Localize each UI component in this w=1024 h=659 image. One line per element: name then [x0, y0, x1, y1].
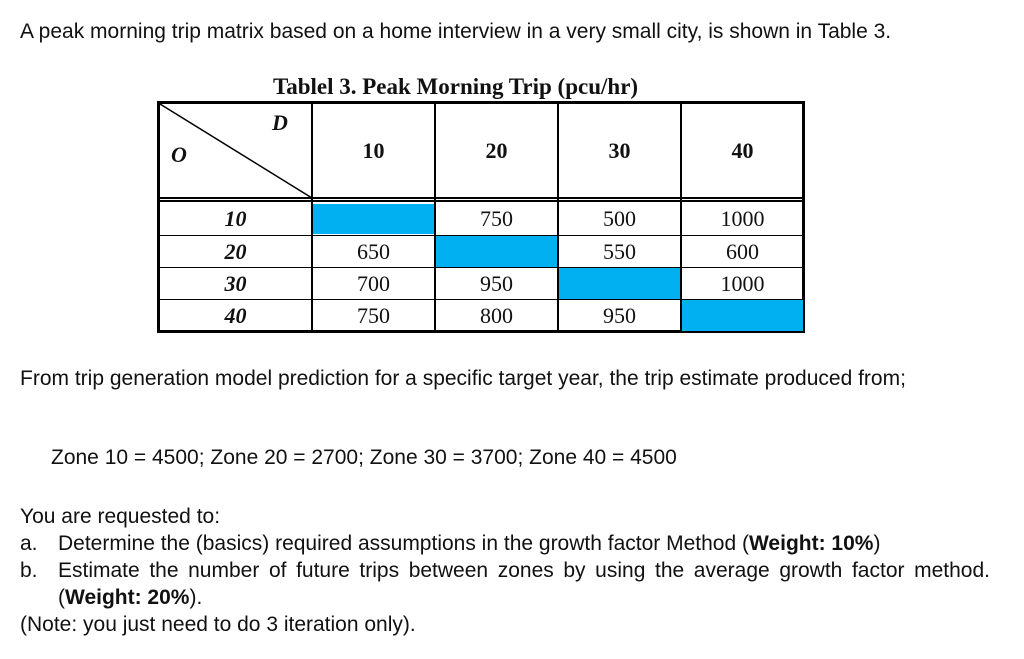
table-cell: 500	[603, 205, 636, 231]
row-header-40: 40	[224, 302, 247, 328]
item-text: Estimate the number of future trips between zones by using the average growth factor method. (	[58, 559, 990, 609]
item-weight: Weight: 10%	[748, 532, 874, 555]
item-marker: a.	[20, 532, 38, 555]
note: (Note: you just need to do 3 iteration only).	[20, 613, 416, 636]
col-header-30: 30	[608, 137, 631, 163]
table-cell: 700	[357, 270, 390, 296]
table-cell: 800	[480, 302, 513, 328]
diagonal-cell-10-10	[313, 204, 436, 234]
table-cell: 650	[357, 238, 390, 264]
trip-generation-paragraph: From trip generation model prediction for a specific target year, the trip estimate produced from;	[20, 367, 906, 390]
table-cell: 950	[603, 302, 636, 328]
corner-origin-label: O	[171, 142, 187, 167]
table-title: Tablel 3. Peak Morning Trip (pcu/hr)	[273, 74, 639, 99]
item-weight: Weight: 20%	[65, 586, 190, 609]
table-cell: 750	[480, 205, 513, 231]
corner-dest-label: D	[272, 110, 288, 135]
request-intro: You are requested to:	[20, 505, 221, 528]
row-header-30: 30	[224, 270, 247, 296]
diagonal-cell-40-40	[682, 300, 803, 331]
col-header-10: 10	[362, 137, 385, 163]
table-cell: 1000	[720, 205, 765, 231]
table-cell: 550	[603, 238, 636, 264]
diagonal-cell-30-30	[559, 268, 681, 299]
table-cell: 1000	[720, 270, 765, 296]
col-header-20: 20	[485, 137, 508, 163]
zone-estimates: Zone 10 = 4500; Zone 20 = 2700; Zone 30 = 3700; Zone 40 = 4500	[51, 446, 677, 469]
intro-paragraph: A peak morning trip matrix based on a home interview in a very small city, is shown in Table 3.	[20, 20, 892, 43]
table-cell: 750	[357, 302, 390, 328]
col-header-40: 40	[731, 137, 754, 163]
diagonal-cell-20-20	[436, 236, 559, 267]
table-cell: 950	[480, 270, 513, 296]
row-header-20: 20	[224, 238, 247, 264]
item-text: Determine the (basics) required assumptions in the growth factor Method (	[58, 532, 749, 555]
trip-matrix-table	[157, 101, 805, 333]
item-marker: b.	[20, 559, 38, 582]
table-cell: 600	[726, 238, 759, 264]
row-header-10: 10	[224, 205, 247, 231]
